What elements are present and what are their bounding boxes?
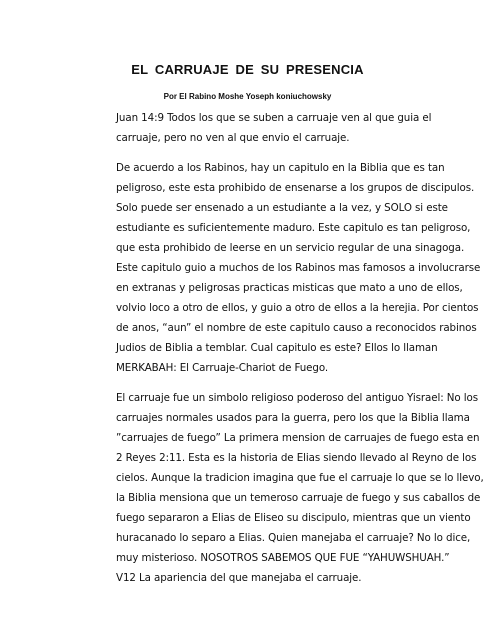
paragraph-line: MERKABAH: El Carruaje-Chariot de Fuego. [116,362,329,374]
paragraph-line: peligroso, este esta prohibido de ensenarse a los grupos de discipulos. [116,182,475,194]
paragraph-line: que esta prohibido de leerse en un servicio regular de una sinagoga. [116,242,465,254]
paragraph-line: Solo puede ser ensenado a un estudiante a la vez, y SOLO si este [116,202,448,214]
paragraph-line: De acuerdo a los Rabinos, hay un capitulo en la Biblia que es tan [116,162,445,174]
paragraph-line: en extranas y peligrosas practicas misticas que mato a uno de ellos, [116,282,463,294]
paragraph-line: Juan 14:9 Todos los que se suben a carruaje ven al que guia el [116,112,432,124]
paragraph-line: muy misterioso. NOSOTROS SABEMOS QUE FUE “YAHUWSHUAH.” [116,552,450,564]
paragraph-line: El carruaje fue un simbolo religioso poderoso del antiguo Yisrael: No los [116,392,478,404]
paragraph-line: V12 La apariencia del que manejaba el carruaje. [116,572,362,584]
paragraph-line: carruaje, pero no ven al que envio el carruaje. [116,132,350,144]
paragraph-line: carruajes normales usados para la guerra, pero los que la Biblia llama [116,412,470,424]
paragraph-line: 2 Reyes 2:11. Esta es la historia de Elias siendo llevado al Reyno de los [116,452,477,464]
paragraph-line: Este capitulo guio a muchos de los Rabinos mas famosos a involucrarse [116,262,481,274]
paragraph-line: estudiante es suficientemente maduro. Este capitulo es tan peligroso, [116,222,471,234]
paragraph-line: volvio loco a otro de ellos, y guio a otro de ellos a la herejia. Por cientos [116,302,479,314]
paragraph-2 [116,158,481,378]
paragraph-3 [116,388,484,588]
paragraph-line: huracanado lo separo a Elias. Quien manejaba el carruaje? No lo dice, [116,532,471,544]
paragraph-line: de anos, “aun” el nombre de este capitulo causo a reconocidos rabinos [116,322,477,334]
paragraph-line: cielos. Aunque la tradicion imagina que fue el carruaje lo que se lo llevo, [116,472,484,484]
paragraph-line: Judios de Biblia a temblar. Cual capitulo es este? Ellos lo llaman [116,342,438,354]
document-title: EL CARRUAJE DE SU PRESENCIA [131,62,364,77]
paragraph-line: la Biblia mensiona que un temeroso carruaje de fuego y sus caballos de [116,492,481,504]
paragraph-1 [116,108,432,148]
document-body [116,108,484,598]
paragraph-line: fuego separaron a Elias de Eliseo su discipulo, mientras que un viento [116,512,471,524]
author-byline: Por El Rabino Moshe Yoseph koniuchowsky [163,92,332,101]
paragraph-line: ”carruajes de fuego” La primera mension de carruajes de fuego esta en [116,432,480,444]
